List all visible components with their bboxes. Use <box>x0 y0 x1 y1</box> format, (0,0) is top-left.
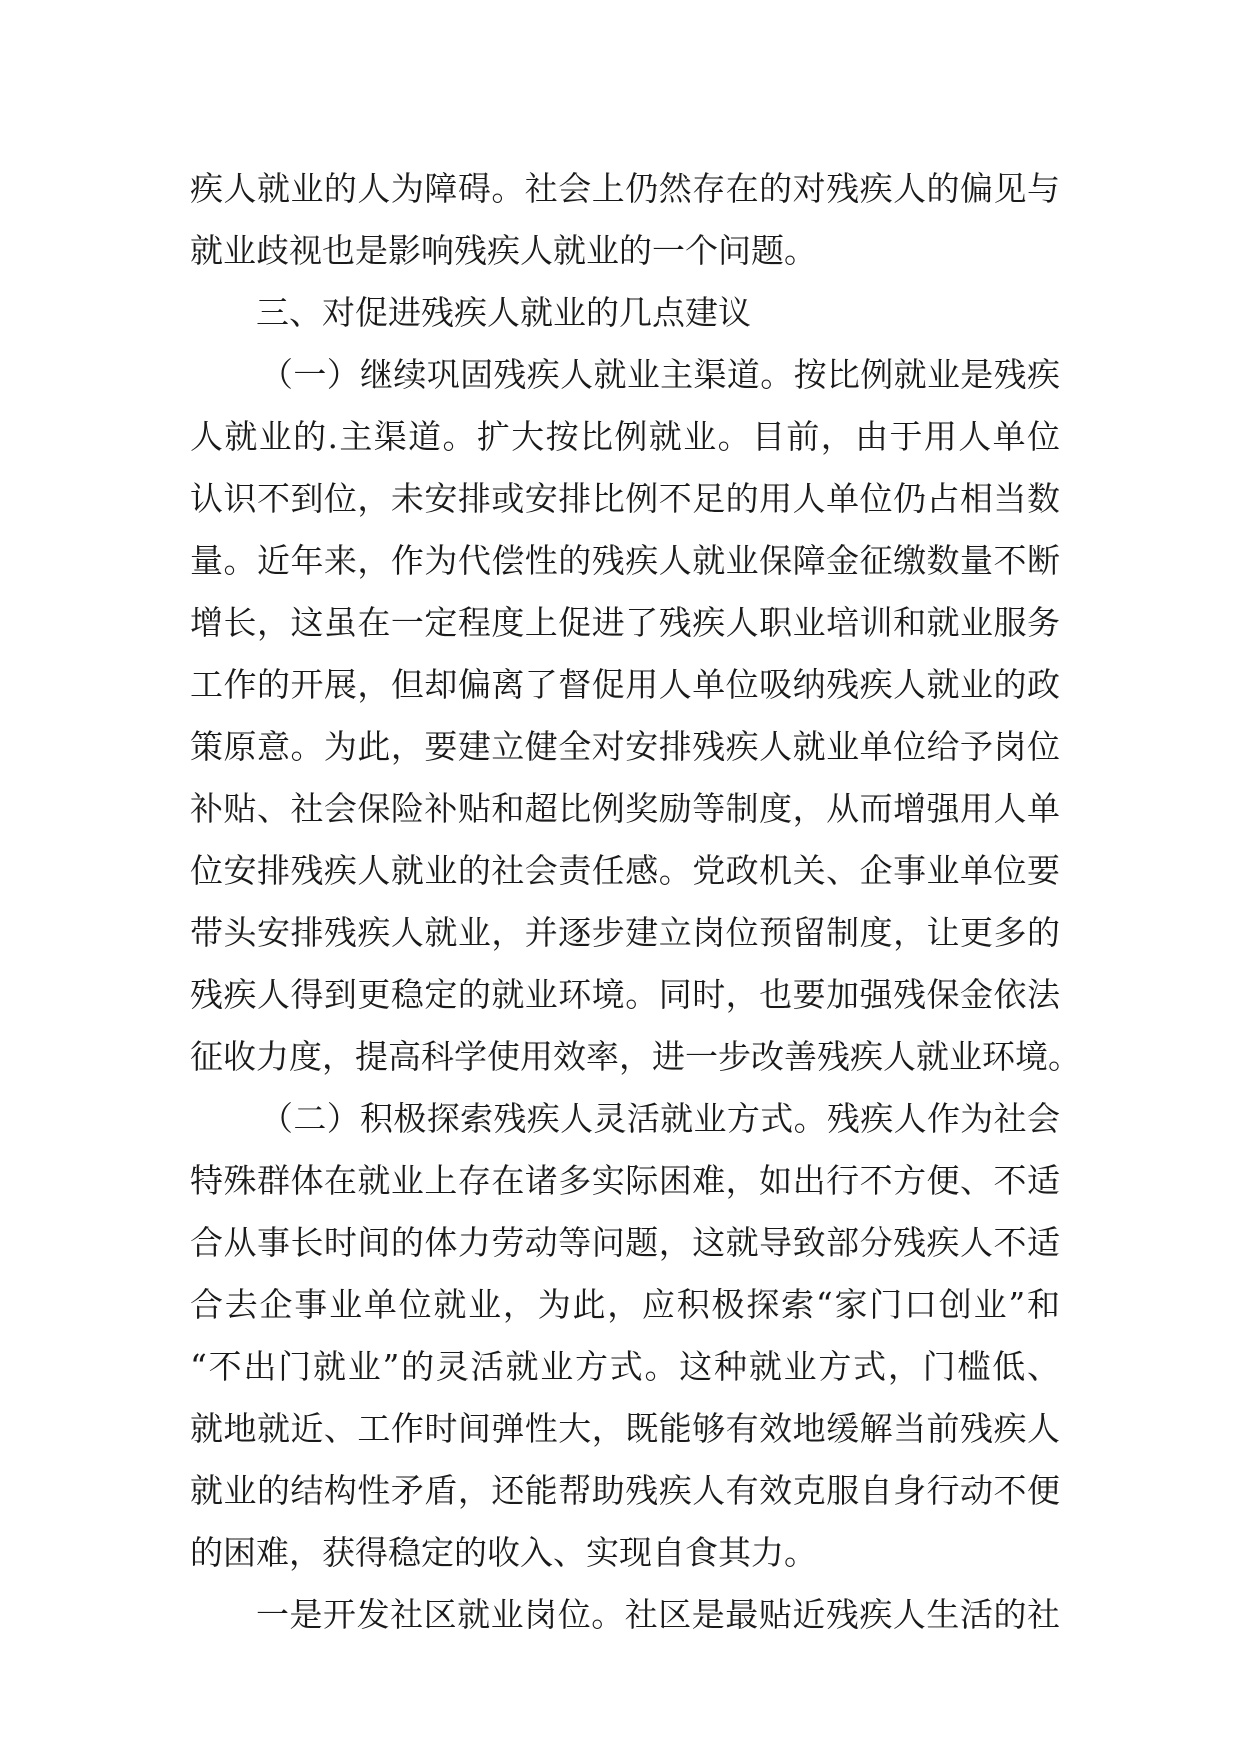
text-line: 合去企事业单位就业，为此，应积极探索“家门口创业”和 <box>190 1285 1060 1324</box>
text-line: 残疾人得到更稳定的就业环境。同时，也要加强残保金依法 <box>190 975 1060 1014</box>
text-line: 一是开发社区就业岗位。社区是最贴近残疾人生活的社 <box>256 1595 1060 1634</box>
text-line: 工作的开展，但却偏离了督促用人单位吸纳残疾人就业的政 <box>190 665 1060 704</box>
text-line: 带头安排残疾人就业，并逐步建立岗位预留制度，让更多的 <box>190 913 1060 952</box>
document-body <box>190 158 1081 1646</box>
text-line: 的困难，获得稳定的收入、实现自食其力。 <box>190 1533 817 1572</box>
text-line: 人就业的.主渠道。扩大按比例就业。目前，由于用人单位 <box>190 417 1060 456</box>
text-line: 增长，这虽在一定程度上促进了残疾人职业培训和就业服务 <box>190 603 1060 642</box>
subsection-heading-line: （一）继续巩固残疾人就业主渠道。按比例就业是残疾 <box>260 355 1060 394</box>
text-line: 就地就近、工作时间弹性大，既能够有效地缓解当前残疾人 <box>190 1409 1060 1448</box>
text-line: 特殊群体在就业上存在诸多实际困难，如出行不方便、不适 <box>190 1161 1060 1200</box>
text-line: 位安排残疾人就业的社会责任感。党政机关、企事业单位要 <box>190 851 1060 890</box>
subsection-heading-line: （二）积极探索残疾人灵活就业方式。残疾人作为社会 <box>260 1099 1060 1138</box>
text-line: 认识不到位，未安排或安排比例不足的用人单位仍占相当数 <box>190 479 1060 518</box>
section-heading: 三、对促进残疾人就业的几点建议 <box>256 293 751 332</box>
text-line: 合从事长时间的体力劳动等问题，这就导致部分残疾人不适 <box>190 1223 1060 1262</box>
text-line: 征收力度，提高科学使用效率，进一步改善残疾人就业环境。 <box>190 1037 1081 1076</box>
text-line: 就业的结构性矛盾，还能帮助残疾人有效克服自身行动不便 <box>190 1471 1060 1510</box>
text-line: 疾人就业的人为障碍。社会上仍然存在的对残疾人的偏见与 <box>190 169 1060 208</box>
text-line: 补贴、社会保险补贴和超比例奖励等制度，从而增强用人单 <box>190 789 1060 828</box>
text-line: 策原意。为此，要建立健全对安排残疾人就业单位给予岗位 <box>190 727 1060 766</box>
text-line: “不出门就业”的灵活就业方式。这种就业方式，门槛低、 <box>190 1347 1060 1386</box>
text-line: 就业歧视也是影响残疾人就业的一个问题。 <box>190 231 817 270</box>
text-line: 量。近年来，作为代偿性的残疾人就业保障金征缴数量不断 <box>190 541 1060 580</box>
